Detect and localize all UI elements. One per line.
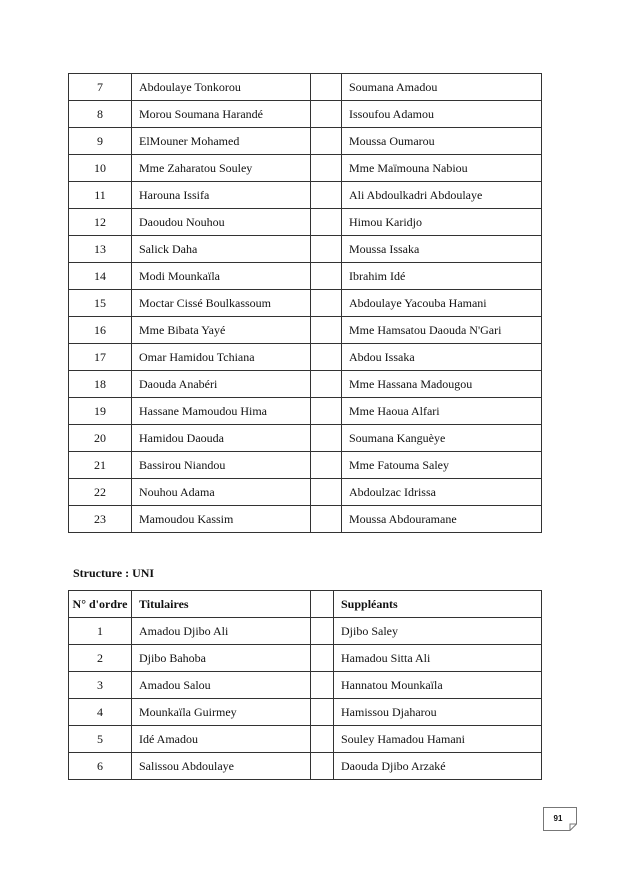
table-row [69,672,542,699]
empty-cell [311,398,342,425]
titulaire-cell: Amadou Salou [132,672,311,699]
header-suppleants: Suppléants [334,591,542,618]
empty-cell [311,479,342,506]
empty-cell [311,726,334,753]
empty-cell [311,591,334,618]
empty-cell [311,425,342,452]
order-number-cell: 21 [69,452,132,479]
table-row [69,344,542,371]
order-number-cell: 16 [69,317,132,344]
table-row [69,645,542,672]
empty-cell [311,452,342,479]
suppleant-cell: Moussa Abdouramane [342,506,542,533]
table-row [69,699,542,726]
table-row [69,398,542,425]
suppleant-cell: Mme Haoua Alfari [342,398,542,425]
titulaire-cell: Hamidou Daouda [132,425,311,452]
order-number-cell: 6 [69,753,132,780]
titulaire-cell: Idé Amadou [132,726,311,753]
order-number-cell: 1 [69,618,132,645]
titulaire-cell: Morou Soumana Harandé [132,101,311,128]
titulaire-cell: Amadou Djibo Ali [132,618,311,645]
empty-cell [311,672,334,699]
titulaire-cell: Salissou Abdoulaye [132,753,311,780]
titulaire-cell: Mme Bibata Yayé [132,317,311,344]
table-row [69,479,542,506]
table-row [69,128,542,155]
table-row [69,753,542,780]
empty-cell [311,209,342,236]
titulaire-cell: Nouhou Adama [132,479,311,506]
table-row [69,101,542,128]
order-number-cell: 15 [69,290,132,317]
titulaire-cell: Mme Zaharatou Souley [132,155,311,182]
table-row [69,209,542,236]
titulaire-cell: Moctar Cissé Boulkassoum [132,290,311,317]
order-number-cell: 17 [69,344,132,371]
table-row [69,236,542,263]
order-number-cell: 19 [69,398,132,425]
suppleant-cell: Hamissou Djaharou [334,699,542,726]
table-row [69,155,542,182]
table-row [69,506,542,533]
table-row [69,452,542,479]
order-number-cell: 22 [69,479,132,506]
order-number-cell: 4 [69,699,132,726]
empty-cell [311,344,342,371]
order-number-cell: 7 [69,74,132,101]
header-titulaires: Titulaires [132,591,311,618]
order-number-cell: 10 [69,155,132,182]
suppleant-cell: Issoufou Adamou [342,101,542,128]
order-number-cell: 14 [69,263,132,290]
suppleant-cell: Mme Fatouma Saley [342,452,542,479]
order-number-cell: 8 [69,101,132,128]
table-row [69,317,542,344]
suppleant-cell: Djibo Saley [334,618,542,645]
table-row [69,74,542,101]
suppleant-cell: Souley Hamadou Hamani [334,726,542,753]
table-header-row [69,591,542,618]
members-table-continued [68,73,542,533]
empty-cell [311,128,342,155]
table-row [69,618,542,645]
titulaire-cell: Djibo Bahoba [132,645,311,672]
titulaire-cell: ElMouner Mohamed [132,128,311,155]
titulaire-cell: Harouna Issifa [132,182,311,209]
suppleant-cell: Mme Hassana Madougou [342,371,542,398]
empty-cell [311,74,342,101]
suppleant-cell: Soumana Kanguèye [342,425,542,452]
empty-cell [311,371,342,398]
order-number-cell: 13 [69,236,132,263]
table-row [69,371,542,398]
suppleant-cell: Abdoulaye Yacouba Hamani [342,290,542,317]
order-number-cell: 23 [69,506,132,533]
header-order-number: N° d'ordre [69,591,132,618]
order-number-cell: 12 [69,209,132,236]
table-row [69,263,542,290]
empty-cell [311,263,342,290]
order-number-cell: 5 [69,726,132,753]
empty-cell [311,101,342,128]
suppleant-cell: Soumana Amadou [342,74,542,101]
titulaire-cell: Mounkaïla Guirmey [132,699,311,726]
empty-cell [311,290,342,317]
suppleant-cell: Moussa Issaka [342,236,542,263]
suppleant-cell: Hamadou Sitta Ali [334,645,542,672]
empty-cell [311,182,342,209]
titulaire-cell: Daoudou Nouhou [132,209,311,236]
empty-cell [311,236,342,263]
suppleant-cell: Hannatou Mounkaïla [334,672,542,699]
empty-cell [311,753,334,780]
empty-cell [311,699,334,726]
suppleant-cell: Himou Karidjo [342,209,542,236]
table-row [69,290,542,317]
order-number-cell: 2 [69,645,132,672]
table-row [69,425,542,452]
titulaire-cell: Bassirou Niandou [132,452,311,479]
uni-members-table [68,590,542,780]
order-number-cell: 20 [69,425,132,452]
suppleant-cell: Abdoulzac Idrissa [342,479,542,506]
titulaire-cell: Daouda Anabéri [132,371,311,398]
titulaire-cell: Salick Daha [132,236,311,263]
empty-cell [311,155,342,182]
order-number-cell: 18 [69,371,132,398]
empty-cell [311,317,342,344]
suppleant-cell: Mme Maïmouna Nabiou [342,155,542,182]
order-number-cell: 9 [69,128,132,155]
suppleant-cell: Ali Abdoulkadri Abdoulaye [342,182,542,209]
titulaire-cell: Abdoulaye Tonkorou [132,74,311,101]
empty-cell [311,618,334,645]
suppleant-cell: Daouda Djibo Arzaké [334,753,542,780]
suppleant-cell: Mme Hamsatou Daouda N'Gari [342,317,542,344]
table-row [69,182,542,209]
titulaire-cell: Hassane Mamoudou Hima [132,398,311,425]
titulaire-cell: Modi Mounkaïla [132,263,311,290]
empty-cell [311,645,334,672]
empty-cell [311,506,342,533]
table-row [69,726,542,753]
suppleant-cell: Moussa Oumarou [342,128,542,155]
suppleant-cell: Ibrahim Idé [342,263,542,290]
structure-heading: Structure : UNI [73,566,155,580]
order-number-cell: 11 [69,182,132,209]
page-number: 91 [553,814,563,823]
titulaire-cell: Mamoudou Kassim [132,506,311,533]
page-number-badge [543,807,576,830]
titulaire-cell: Omar Hamidou Tchiana [132,344,311,371]
order-number-cell: 3 [69,672,132,699]
suppleant-cell: Abdou Issaka [342,344,542,371]
